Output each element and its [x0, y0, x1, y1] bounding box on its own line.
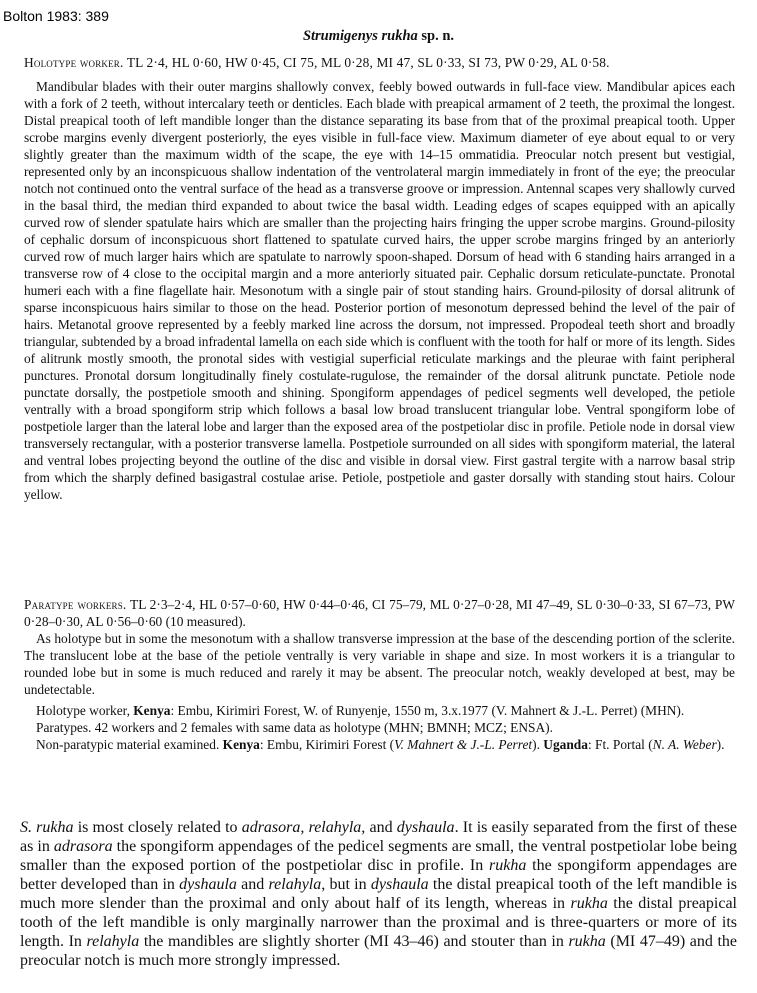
page-citation: Bolton 1983: 389: [3, 8, 109, 24]
paratype-material: Paratypes. 42 workers and 2 females with same data as holotype (MHN; BMNH; MCZ; ENSA).: [36, 720, 553, 735]
species-suffix: sp. n.: [417, 28, 455, 44]
holotype-country: Kenya: [133, 703, 171, 718]
species-title: [0, 28, 757, 45]
holotype-description: Mandibular blades with their outer margins shallowly convex, feebly bowed outwards in full-face view. Mandibular apices each with a fork of 2 teeth, without intercalary teeth or denticles. Each blade with preapical armament of 2 teeth, the proximal the longest. Distal preapical tooth of left mandible longer than the distance separating its base from that of the proximal preapical tooth. Upper scrobe margins evenly divergent posteriorly, the eyes visible in full-face view. Maximum diameter of eye about equal to or very slightly greater than the maximum width of the scape, the eye with 14–15 ommatidia. Preocular notch present but vestigial, represented only by an inconspicuous shallow indentation of the ventrolateral margin immediately in front of the eye; the preocular notch not continued onto the ventral surface of the head as a transverse groove or impression. Antennal scapes very shallowly curved in the basal third, the median third expanded to about twice the basal width. Leading edges of scapes equipped with an apically curved row of slender spatulate hairs which are smaller than the projecting hairs fringing the upper scrobe margins. Ground-pilosity of cephalic dorsum of inconspicuous short flattened to spatulate curved hairs, the upper scrobe margins fringed by an anteriorly curved row of much larger hairs which are spatulate to narrowly spoon-shaped. Dorsum of head with 6 standing hairs arranged in a transverse row of 4 close to the occipital margin and a more anteriorly situated pair. Cephalic dorsum reticulate-punctate. Pronotal humeri each with a fine flagellate hair. Mesonotum with a single pair of stout standing hairs. Ground-pilosity of dorsal alitrunk of sparse inconspicuous hairs similar to those on the head. Posterior portion of mesonotum depressed behind the level of the pair of hairs. Metanotal groove represented by a feebly marked line across the dorsum, not impressed. Propodeal teeth short and broadly triangular, subtended by a broad infradental lamella on each side which is confluent with the tooth for half or more of its length. Sides of alitrunk mostly smooth, the pronotal sides with vestigial superficial reticulate markings and the pleurae with faint peripheral punctures. Pronotal dorsum longitudinally finely costulate-rugulose, the remainder of the dorsal alitrunk punctate. Petiole node punctate dorsally, the postpetiole smooth and shining. Spongiform appendages of pedicel segments well developed, the petiole ventrally with a broad spongiform strip which follows a basal low broad translucent triangular lobe. Ventral spongiform lobe of postpetiole larger than the lateral lobe and larger than the exposed area of the postpetiolar disc in profile. Petiole node in dorsal view transversely rectangular, with a posterior transverse lamella. Postpetiole surrounded on all sides with spongiform material, the lateral and ventral lobes projecting beyond the outline of the disc and visible in dorsal view. First gastral tergite with a narrow basal strip from which the sharply defined basigastral costulae arise. Petiole, postpetiole and gaster dorsally with standing stout hairs. Colour yellow.: [24, 79, 735, 502]
paratype-measurements-line: [24, 596, 735, 630]
material-examined: [24, 702, 735, 753]
discussion-paragraph: S. rukha is most closely related to adrasora, relahyla, and dyshaula. It is easily separated from the first of these as in adrasora the spongiform appendages of the pedicel segments are small, the ventral postpetiolar lobe being smaller than the exposed portion of the postpetiolar disc in profile. In rukha the spongiform appendages are better developed than in dyshaula and relahyla, but in dyshaula the distal preapical tooth of the left mandible is much more slender than the proximal and only about half of its length, whereas in rukha the distal preapical tooth of the left mandible is only marginally narrower than the proximal and is three-quarters or more of its length. In relahyla the mandibles are slightly shorter (MI 43–46) and stouter than in rukha (MI 47–49) and the preocular notch is much more strongly impressed.: [20, 819, 738, 969]
holotype-material: Holotype worker, Kenya: Embu, Kirimiri Forest, W. of Runyenje, 1550 m, 3.x.1977 (V. Mahnert & J.-L. Perret) (MHN).: [36, 703, 685, 718]
paratype-heading: Paratype workers.: [24, 597, 127, 612]
paratype-measurements: TL 2·3–2·4, HL 0·57–0·60, HW 0·44–0·46, CI 75–79, ML 0·27–0·28, MI 47–49, SL 0·30–0·33, SI 67–73, PW 0·28–0·30, AL 0·56–0·60 (10 measured).: [24, 597, 735, 629]
holotype-measurements-line: [24, 54, 735, 71]
species-name: Strumigenys rukha: [302, 28, 418, 44]
holotype-heading: Holotype worker.: [24, 55, 124, 70]
paratype-description: As holotype but in some the mesonotum with a shallow transverse impression at the base of the descending portion of the sclerite. The translucent lobe at the base of the petiole ventrally is very variable in shape and size. In most workers it is a triangular to rounded lobe but in some is much reduced and rarely it may be absent. The preocular notch, weakly developed at best, may be undetectable.: [24, 631, 735, 697]
holotype-measurements: TL 2·4, HL 0·60, HW 0·45, CI 75, ML 0·28, MI 47, SL 0·33, SI 73, PW 0·29, AL 0·58.: [126, 55, 610, 70]
nonparatypic-material: Non-paratypic material examined. Kenya: Embu, Kirimiri Forest (V. Mahnert & J.-L. Perret). Uganda: Ft. Portal (N. A. Weber).: [36, 737, 725, 752]
